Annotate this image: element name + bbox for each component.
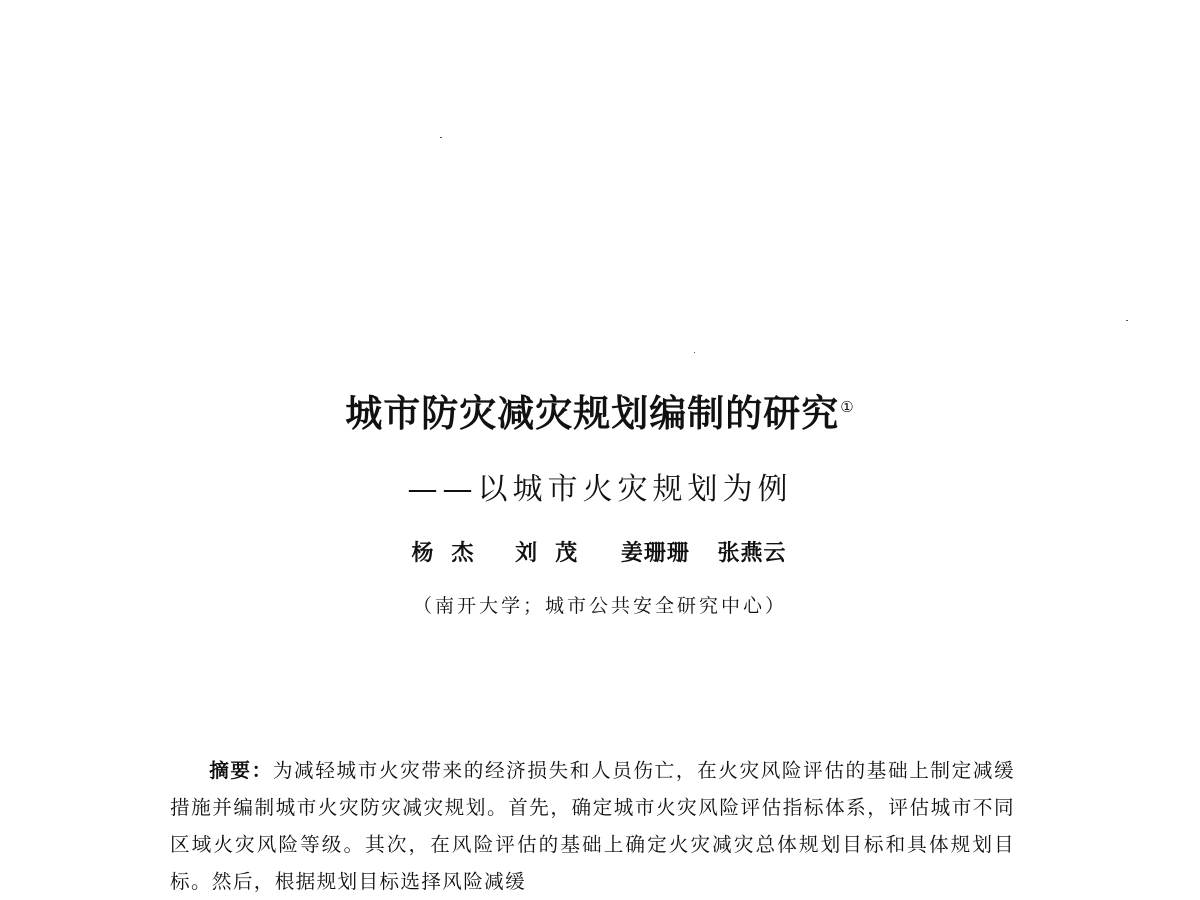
author-list — [0, 536, 1200, 570]
title-footnote-mark: ① — [840, 398, 855, 416]
scan-speck — [440, 137, 442, 138]
author-name: 张燕云 — [717, 540, 787, 566]
author-name: 刘茂 — [515, 540, 596, 566]
author-affiliation: （南开大学；城市公共安全研究中心） — [412, 595, 787, 617]
abstract-text: 为减轻城市火灾带来的经济损失和人员伤亡，在火灾风险评估的基础上制定减缓措施并编制城市火灾防灾减灾规划。首先，确定城市火灾风险评估指标体系，评估城市不同区域火灾风险等级。其次，在风险评估的基础上确定火灾减灾总体规划目标和具体规划目标。然后，根据规划目标选择风险减缓 — [170, 759, 1015, 893]
author-name: 姜珊珊 — [620, 540, 690, 566]
paper-title-text: 城市防灾减灾规划编制的研究 — [345, 391, 840, 435]
scan-speck — [694, 352, 695, 353]
scan-speck — [1126, 320, 1128, 321]
paper-subtitle: ——以城市火灾规划为例 — [407, 472, 793, 507]
author-name: 杨杰 — [411, 540, 492, 566]
abstract-label: 摘要： — [209, 759, 273, 782]
paper-title — [0, 388, 1200, 438]
abstract — [170, 752, 1015, 900]
